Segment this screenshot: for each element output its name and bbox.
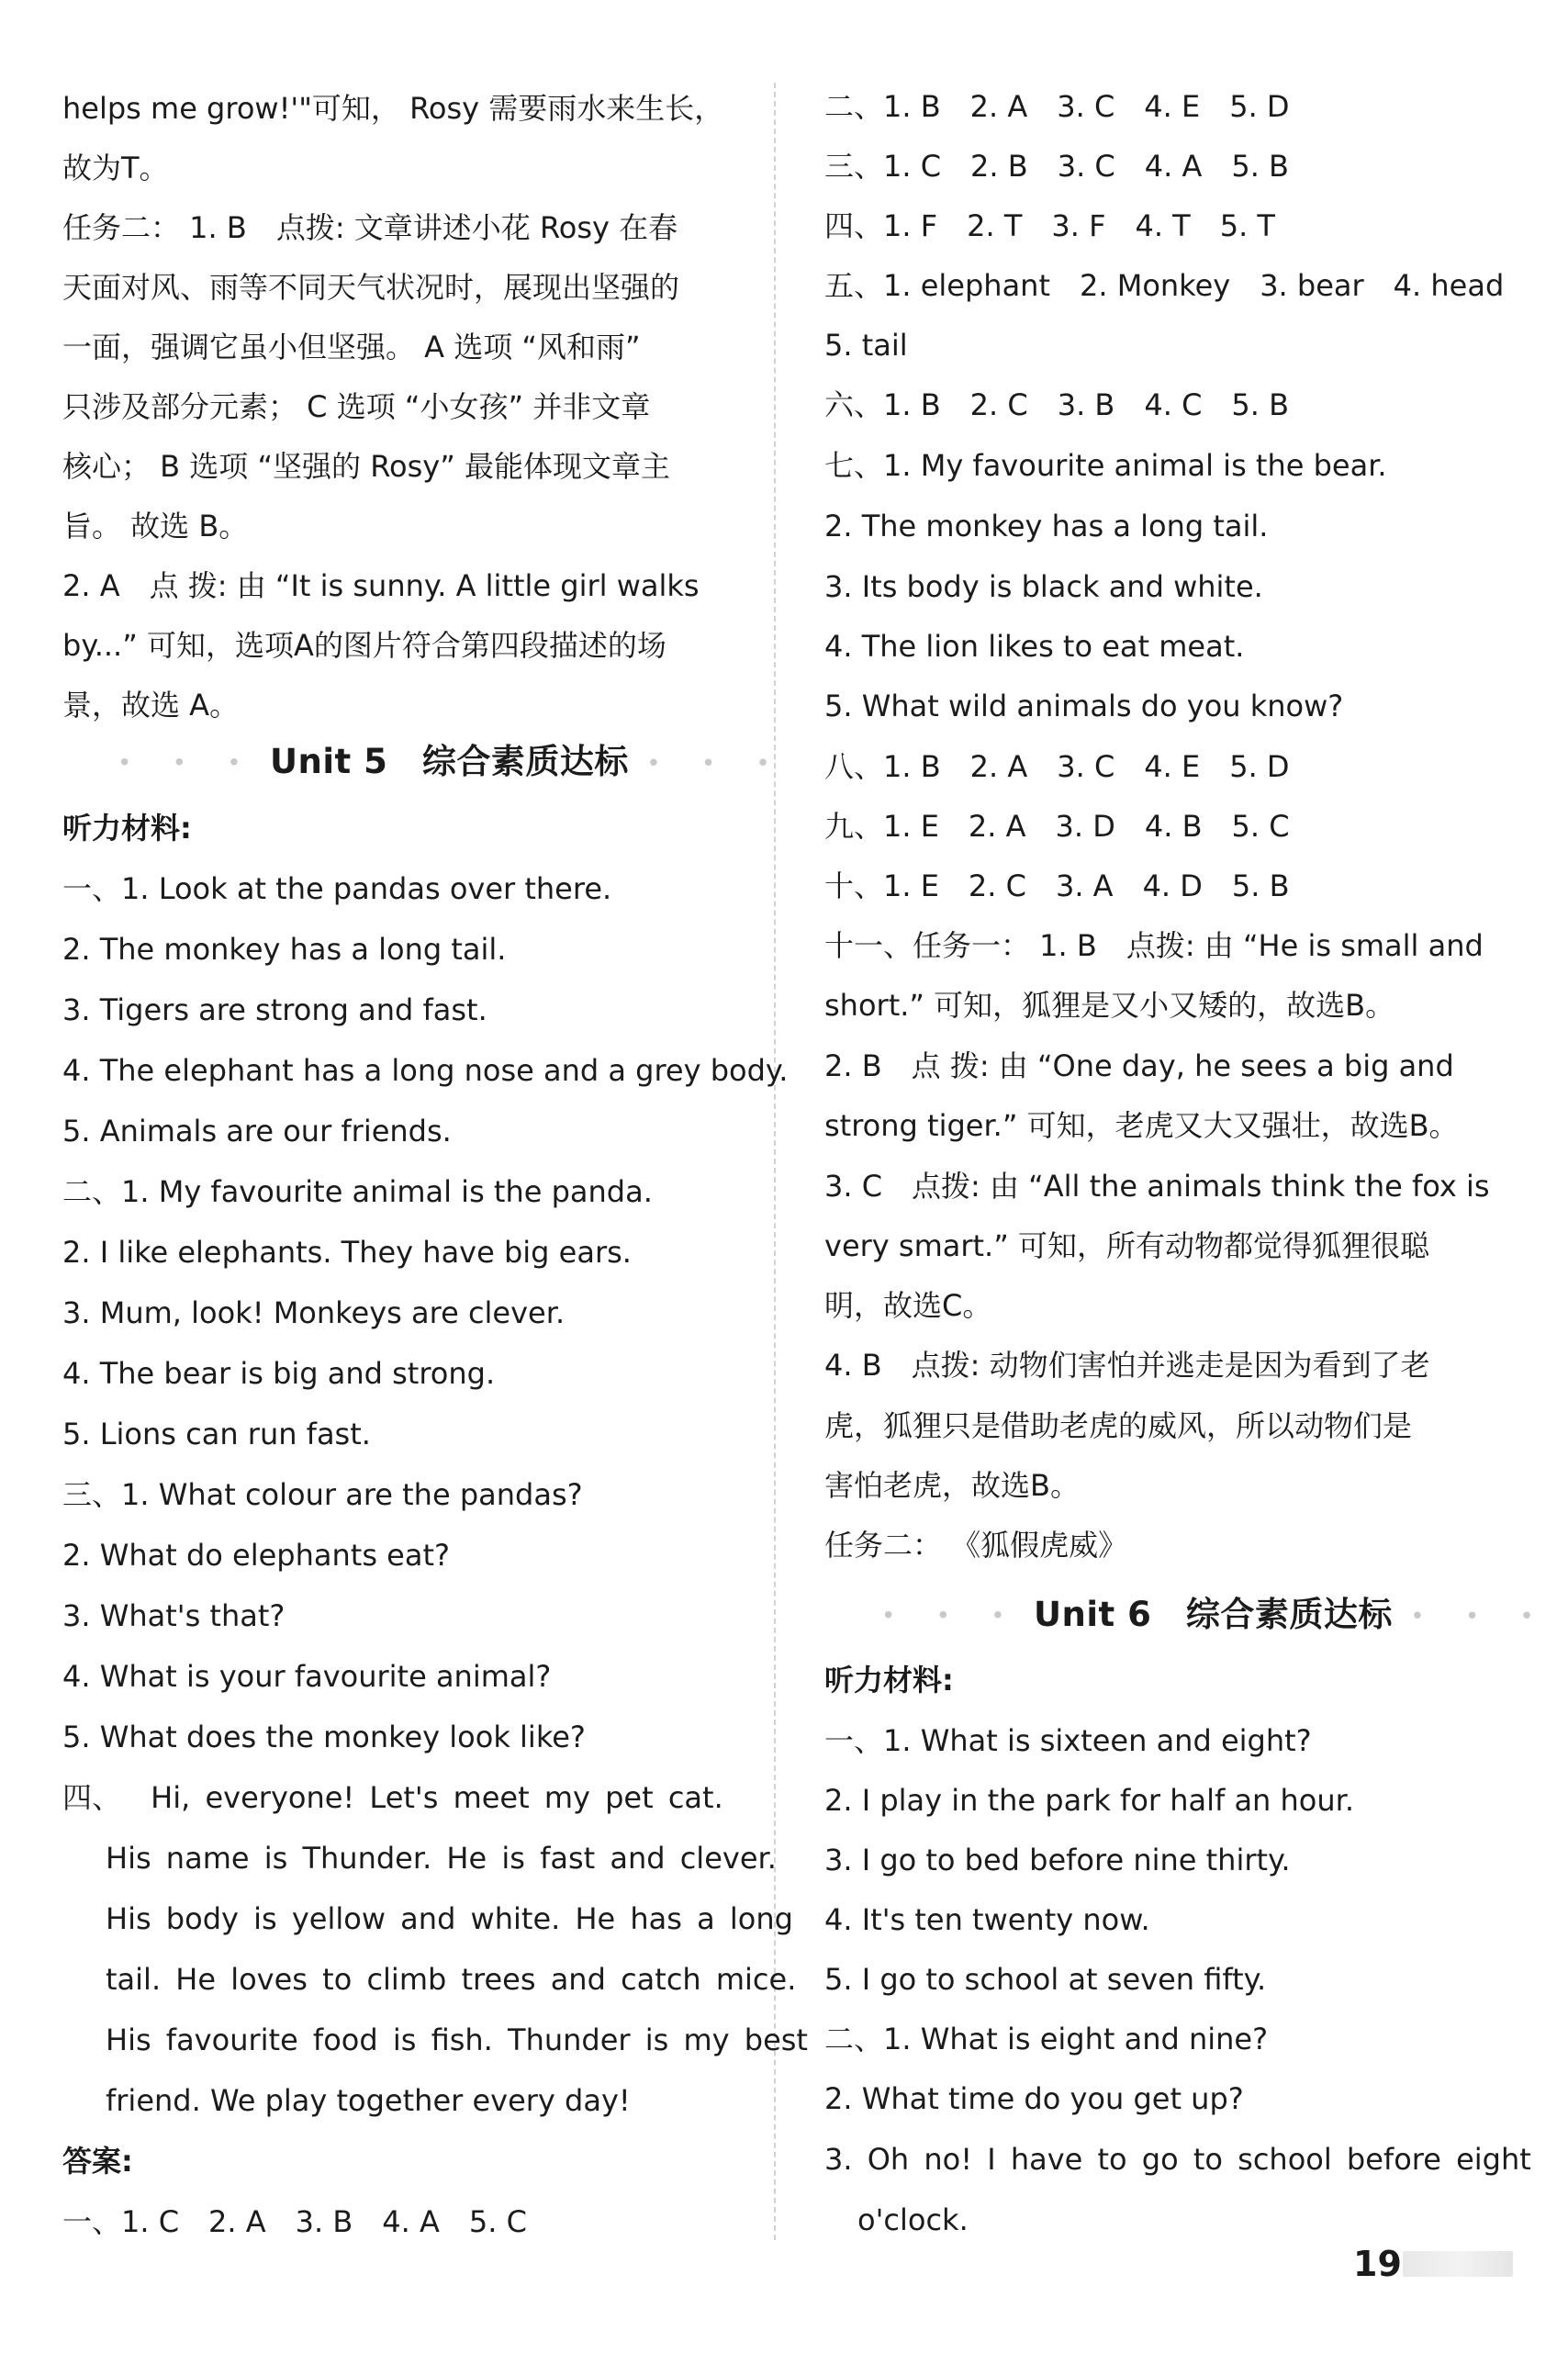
text-line: 5. Animals are our friends. [62,1114,452,1148]
text-line: 四、1. F 2. T 3. F 4. T 5. T [824,208,1275,243]
text-line: 2. The monkey has a long tail. [824,509,1269,543]
text-line: His name is Thunder. He is fast and clever. [106,1841,777,1876]
section-label: 听力材料: [824,1663,954,1698]
text-line: 4. It's ten twenty now. [824,1902,1150,1937]
text-line: strong tiger.” 可知，老虎又大又强壮，故选B。 [824,1108,1459,1143]
text-line: 4. The lion likes to eat meat. [824,629,1245,664]
text-line: helps me grow!'"可知， Rosy 需要雨水来生长， [62,91,724,126]
section-label: 答案: [62,2144,133,2179]
text-line: 七、1. My favourite animal is the bear. [824,448,1387,483]
text-line: 一面，强调它虽小但坚强。 A 选项 “风和雨” [62,330,641,364]
text-line: tail. He loves to climb trees and catch mice. [106,1962,797,1997]
text-line: 2. A 点 拨: 由 “It is sunny. A little girl walks [62,568,700,603]
text-line: 2. I play in the park for half an hour. [824,1783,1355,1818]
text-line: 5. I go to school at seven fifty. [824,1962,1267,1997]
text-line: 2. The monkey has a long tail. [62,932,507,967]
text-line: 三、1. What colour are the pandas? [62,1477,583,1512]
text-line: 2. B 点 拨: 由 “One day, he sees a big and [824,1048,1454,1083]
decor-dots: • • • [118,749,258,778]
unit5-heading [118,742,787,782]
text-line: 景，故选 A。 [62,688,240,723]
text-line: 旨。 故选 B。 [62,509,249,543]
text-line: 3. Oh no! I have to go to school before eight [824,2142,1531,2177]
text-line: 2. I like elephants. They have big ears. [62,1235,632,1270]
text-line: 4. What is your favourite animal? [62,1659,552,1694]
text-line: 六、1. B 2. C 3. B 4. C 5. B [824,387,1290,422]
decor-dots: • • • [646,749,787,778]
text-line: friend. We play together every day! [106,2083,631,2118]
text-line: 4. The bear is big and strong. [62,1356,496,1391]
text-line: 十、1. E 2. C 3. A 4. D 5. B [824,868,1290,903]
text-line: 4. B 点拨: 动物们害怕并逃走是因为看到了老 [824,1348,1430,1383]
text-line: 十一、任务一： 1. B 点拨: 由 “He is small and [824,928,1484,963]
text-line: 四、 Hi, everyone! Let's meet my pet cat. [62,1780,723,1815]
decor-dots: • • • [1410,1602,1551,1630]
text-line: 5. What does the monkey look like? [62,1720,586,1754]
text-line: 任务二： 《狐假虎威》 [824,1528,1128,1563]
text-line: 4. The elephant has a long nose and a grey body. [62,1053,789,1088]
text-line: 五、1. elephant 2. Monkey 3. bear 4. head [824,268,1505,303]
text-line: 2. What do elephants eat? [62,1538,450,1573]
unit6-heading [881,1595,1551,1635]
page-number: 19 [1353,2244,1402,2284]
text-line: 3. C 点拨: 由 “All the animals think the fox is [824,1169,1490,1204]
section-label: 听力材料: [62,811,192,846]
text-line: His body is yellow and white. He has a long [106,1901,793,1936]
text-line: 三、1. C 2. B 3. C 4. A 5. B [824,149,1290,184]
text-line: 明，故选C。 [824,1288,992,1323]
text-line: 天面对风、雨等不同天气状况时，展现出坚强的 [62,270,680,305]
unit6-title: Unit 6 综合素质达标 [1033,1595,1393,1634]
text-line: o'clock. [857,2202,969,2237]
text-line: very smart.” 可知，所有动物都觉得狐狸很聪 [824,1228,1429,1263]
text-line: 3. Tigers are strong and fast. [62,992,487,1027]
text-line: 3. Mum, look! Monkeys are clever. [62,1295,566,1330]
text-line: 只涉及部分元素； C 选项 “小女孩” 并非文章 [62,389,651,424]
text-line: short.” 可知，狐狸是又小又矮的，故选B。 [824,988,1395,1023]
text-line: 3. I go to bed before nine thirty. [824,1843,1291,1877]
text-line: 八、1. B 2. A 3. C 4. E 5. D [824,749,1290,784]
text-line: 二、1. What is eight and nine? [824,2022,1269,2056]
text-line: 一、1. C 2. A 3. B 4. A 5. C [62,2204,527,2239]
text-line: 任务二： 1. B 点拨: 文章讲述小花 Rosy 在春 [62,210,678,245]
text-line: 3. Its body is black and white. [824,569,1263,604]
text-line: 故为T。 [62,151,169,185]
text-line: 虎，狐狸只是借助老虎的威风，所以动物们是 [824,1408,1413,1443]
text-line: 害怕老虎，故选B。 [824,1468,1080,1503]
text-line: 核心； B 选项 “坚强的 Rosy” 最能体现文章主 [62,449,670,484]
text-line: His favourite food is fish. Thunder is my best [106,2022,808,2057]
text-line: 九、1. E 2. A 3. D 4. B 5. C [824,809,1290,844]
text-line: by...” 可知，选项A的图片符合第四段描述的场 [62,628,666,663]
text-line: 3. What's that? [62,1598,286,1633]
text-line: 5. tail [824,328,908,363]
text-line: 5. What wild animals do you know? [824,689,1344,723]
page-decor-strip [1403,2251,1513,2277]
decor-dots: • • • [881,1602,1022,1630]
text-line: 一、1. Look at the pandas over there. [62,871,612,906]
text-line: 二、1. B 2. A 3. C 4. E 5. D [824,89,1290,124]
text-line: 2. What time do you get up? [824,2081,1244,2116]
text-line: 5. Lions can run fast. [62,1417,371,1451]
text-line: 一、1. What is sixteen and eight? [824,1723,1312,1758]
unit5-title: Unit 5 综合素质达标 [269,742,629,781]
text-line: 二、1. My favourite animal is the panda. [62,1174,653,1209]
